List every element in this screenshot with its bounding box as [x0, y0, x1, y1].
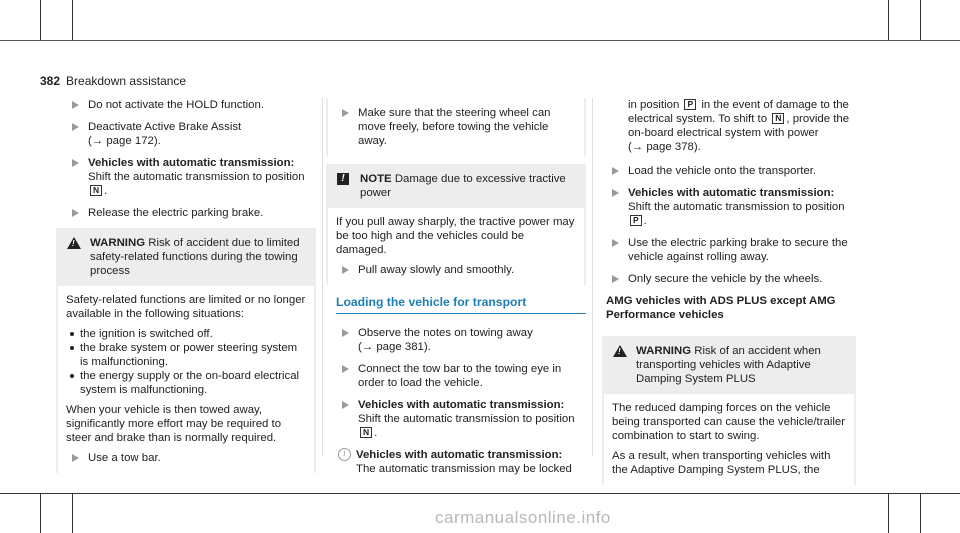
- warning-label: WARNING: [90, 237, 146, 249]
- step-item: [336, 362, 586, 390]
- list-item: the energy supply or the on-board electrical system is malfunctioning.: [66, 369, 306, 397]
- step-text: in the event of damage to the electrical system. To shift to: [628, 99, 849, 125]
- step-text: Shift the automatic transmission to position: [88, 171, 305, 183]
- warning-text: When your vehicle is then towed away, significantly more effort may be required to steer and brake than is normally required.: [66, 404, 282, 444]
- step-arrow-icon: [342, 109, 349, 117]
- step-arrow-icon: [72, 101, 79, 109]
- step-item: [336, 326, 586, 354]
- warning-title: Risk of an accident when transporting vehicles with Adaptive Damping System PLUS: [636, 345, 821, 385]
- gear-key-icon: N: [90, 185, 102, 196]
- page-number: 382: [40, 74, 61, 88]
- step-arrow-icon: [72, 454, 79, 462]
- crop-mark: [0, 493, 960, 494]
- crop-mark: [0, 40, 960, 41]
- step-arrow-icon: [72, 209, 79, 217]
- step-item: [336, 263, 576, 277]
- warning-title: Risk of accident due to limited safety-related functions during the towing process: [90, 237, 300, 277]
- step-text: Shift the automatic transmission to position: [358, 413, 575, 425]
- gear-key-icon: N: [772, 113, 784, 124]
- step-text: Do not activate the HOLD function.: [88, 99, 265, 111]
- note-title: Damage due to excessive tractive power: [360, 173, 566, 199]
- crop-mark: [920, 0, 921, 40]
- warning-label: WARNING: [636, 345, 692, 357]
- info-icon: i: [338, 448, 351, 461]
- page-reference[interactable]: (→ page 378).: [628, 141, 701, 153]
- warning-body: [328, 98, 584, 156]
- note-text: If you pull away sharply, the tractive power may be too high and the vehicles could be damaged.: [336, 216, 575, 256]
- step-text: in position: [628, 99, 680, 111]
- note-icon: !: [337, 173, 349, 185]
- warning-body: [604, 394, 854, 485]
- step-text: , provide the on-board electrical system with power: [628, 113, 850, 139]
- step-item: Vehicles with automatic transmission: Shift the automatic transmission to position N .: [336, 398, 586, 440]
- step-arrow-icon: [612, 167, 619, 175]
- step-text: Load the vehicle onto the transporter.: [628, 165, 817, 177]
- step-text: Release the electric parking brake.: [88, 207, 264, 219]
- list-item: the brake system or power steering system is malfunctioning.: [66, 341, 306, 369]
- step-arrow-icon: [72, 123, 79, 131]
- page-header: [40, 74, 186, 88]
- warning-text: The reduced damping forces on the vehicle being transported can cause the vehicle/trailer combination to start to swing.: [612, 402, 846, 442]
- step-text: Connect the tow bar to the towing eye in order to load the vehicle.: [358, 363, 562, 389]
- info-text: The automatic transmission may be locked: [356, 463, 572, 475]
- step-arrow-icon: [342, 401, 349, 409]
- step-item: [66, 98, 316, 112]
- crop-mark: [72, 493, 73, 533]
- info-heading: Vehicles with automatic transmission:: [356, 449, 563, 461]
- step-text: Deactivate Active Brake Assist: [88, 121, 242, 133]
- gear-key-icon: P: [684, 99, 696, 110]
- step-arrow-icon: [612, 275, 619, 283]
- info-note: [336, 448, 586, 476]
- gear-key-icon: P: [630, 215, 642, 226]
- crop-mark: [40, 493, 41, 533]
- crop-mark: [888, 0, 889, 40]
- warning-list: [66, 327, 306, 397]
- step-text: Use the electric parking brake to secure the vehicle against rolling away.: [628, 237, 848, 263]
- step-heading: Vehicles with automatic transmission:: [628, 187, 835, 199]
- step-arrow-icon: [612, 239, 619, 247]
- step-item: [66, 451, 306, 465]
- step-item: [336, 106, 576, 148]
- watermark: carmanualsonline.info: [435, 508, 611, 527]
- column-divider: [592, 98, 593, 456]
- step-item: [66, 206, 316, 220]
- step-heading: Vehicles with automatic transmission:: [88, 157, 295, 169]
- warning-body: [58, 286, 314, 473]
- column-divider: [322, 98, 323, 456]
- step-arrow-icon: [342, 266, 349, 274]
- step-item: [606, 236, 856, 264]
- warning-box: [602, 336, 856, 485]
- note-label: NOTE: [360, 173, 392, 185]
- continued-warning-box: [326, 98, 586, 156]
- column-left: [66, 98, 316, 481]
- warning-header: [56, 228, 316, 286]
- step-heading: Vehicles with automatic transmission:: [358, 399, 565, 411]
- column-middle: [336, 98, 586, 476]
- step-text: Observe the notes on towing away: [358, 327, 533, 339]
- gear-key-icon: N: [360, 427, 372, 438]
- section-name: Breakdown assistance: [66, 74, 187, 88]
- step-text: Pull away slowly and smoothly.: [358, 264, 515, 276]
- step-text: Shift the automatic transmission to position: [628, 201, 845, 213]
- note-box: [326, 164, 586, 285]
- page-reference[interactable]: (→ page 381).: [358, 341, 431, 353]
- note-header: [326, 164, 586, 208]
- step-item: [66, 120, 316, 148]
- page-reference[interactable]: (→ page 172).: [88, 135, 161, 147]
- continued-text: [606, 98, 856, 154]
- step-arrow-icon: [342, 329, 349, 337]
- list-item: the ignition is switched off.: [66, 327, 306, 341]
- step-item: [606, 272, 856, 286]
- warning-icon: !: [67, 237, 81, 249]
- section-title: Loading the vehicle for transport: [336, 295, 586, 314]
- warning-header: [602, 336, 856, 394]
- crop-mark: [40, 0, 41, 40]
- step-text: Make sure that the steering wheel can move freely, before towing the vehicle away.: [358, 107, 551, 147]
- step-item: Vehicles with automatic transmission: Shift the automatic transmission to position P .: [606, 186, 856, 228]
- crop-mark: [72, 0, 73, 40]
- column-right: [606, 98, 856, 493]
- warning-text: As a result, when transporting vehicles with the Adaptive Damping System PLUS, the: [612, 450, 831, 476]
- warning-icon: !: [613, 345, 627, 357]
- warning-text: Safety-related functions are limited or no longer available in the following situations:: [66, 294, 306, 320]
- step-text: Use a tow bar.: [88, 452, 161, 464]
- warning-box: [56, 228, 316, 473]
- step-item: [606, 164, 856, 178]
- step-arrow-icon: [72, 159, 79, 167]
- crop-mark: [888, 493, 889, 533]
- step-text: Only secure the vehicle by the wheels.: [628, 273, 823, 285]
- note-body: [328, 208, 584, 285]
- step-arrow-icon: [612, 189, 619, 197]
- step-item: Vehicles with automatic transmission: Shift the automatic transmission to position N .: [66, 156, 316, 198]
- subsection-heading: AMG vehicles with ADS PLUS except AMG Performance vehicles: [606, 295, 836, 321]
- crop-mark: [920, 493, 921, 533]
- step-arrow-icon: [342, 365, 349, 373]
